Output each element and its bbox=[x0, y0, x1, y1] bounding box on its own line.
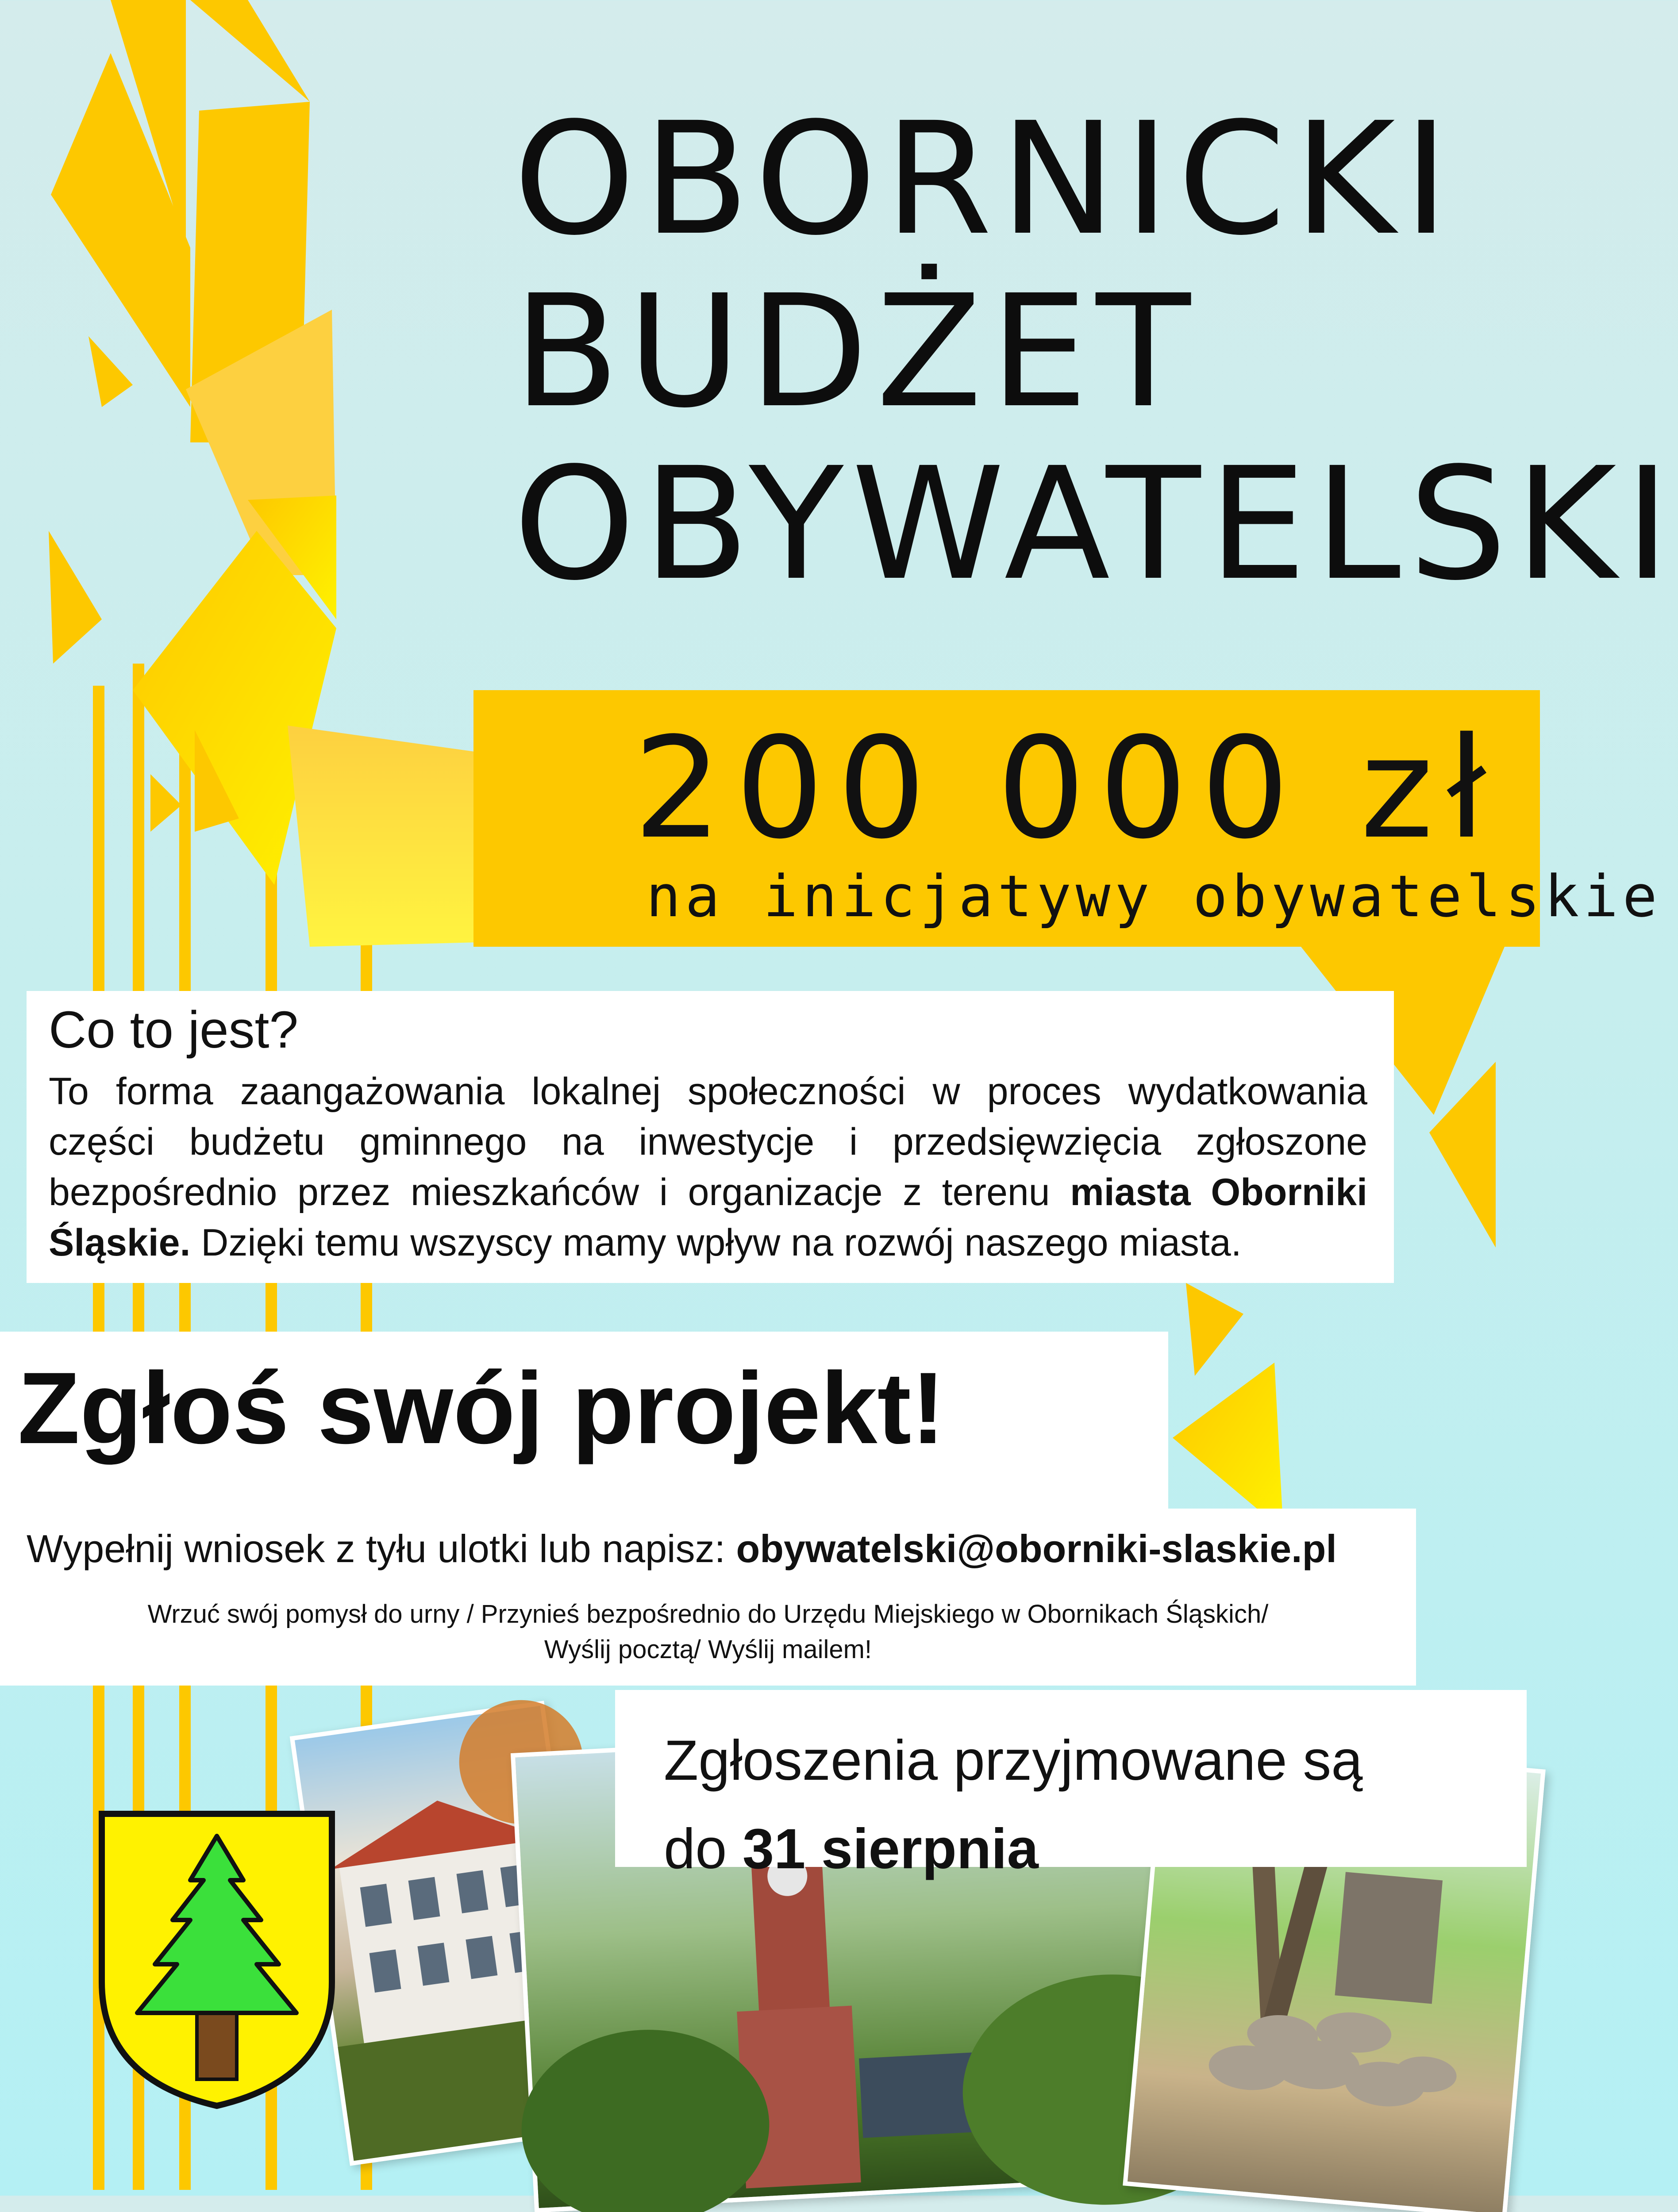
submission-instruction: Wypełnij wniosek z tyłu ulotki lub napisz: bbox=[27, 1527, 736, 1571]
main-title bbox=[513, 89, 1678, 614]
title-line-1: OBORNICKI bbox=[513, 89, 1457, 269]
amount-value: 200 000 zł bbox=[633, 708, 1500, 870]
deadline-date: 31 sierpnia bbox=[742, 1817, 1039, 1881]
submission-text bbox=[27, 1526, 1337, 1571]
deadline-text bbox=[664, 1717, 1362, 1893]
about-text-part2: Dzięki temu wszyscy mamy wpływ na rozwój naszego miasta. bbox=[190, 1221, 1242, 1264]
about-text-part1: To forma zaangażowania lokalnej społeczności w proces wydatkowania części budżetu gminnego na inwestycje i przedsięwzięcia zgłoszone bezpośrednio przez mieszkańców i organizacje z terenu bbox=[49, 1070, 1367, 1214]
about-heading: Co to jest? bbox=[49, 1001, 299, 1059]
about-text-town: miasta Oborniki Śląskie. bbox=[49, 1171, 1367, 1264]
deadline-line-2 bbox=[664, 1805, 1362, 1893]
submission-ways-2: Wyślij pocztą/ Wyślij mailem! bbox=[544, 1635, 872, 1664]
title-line-2: BUDŻET bbox=[513, 261, 1199, 442]
deadline-prefix: do bbox=[664, 1817, 743, 1881]
submission-ways-1: Wrzuć swój pomysł do urny / Przynieś bezpośrednio do Urzędu Miejskiego w Obornikach Śląskich/ bbox=[147, 1600, 1269, 1628]
deadline-line-1: Zgłoszenia przyjmowane są bbox=[664, 1729, 1363, 1792]
submission-email[interactable]: obywatelski@oborniki-slaskie.pl bbox=[736, 1527, 1337, 1571]
about-text bbox=[49, 1066, 1367, 1268]
coat-of-arms-icon bbox=[93, 1805, 341, 2115]
title-line-3: OBYWATELSKI bbox=[513, 434, 1678, 614]
amount-subtitle: na inicjatywy obywatelskie bbox=[646, 863, 1662, 930]
call-to-action: Zgłoś swój projekt! bbox=[18, 1351, 945, 1465]
